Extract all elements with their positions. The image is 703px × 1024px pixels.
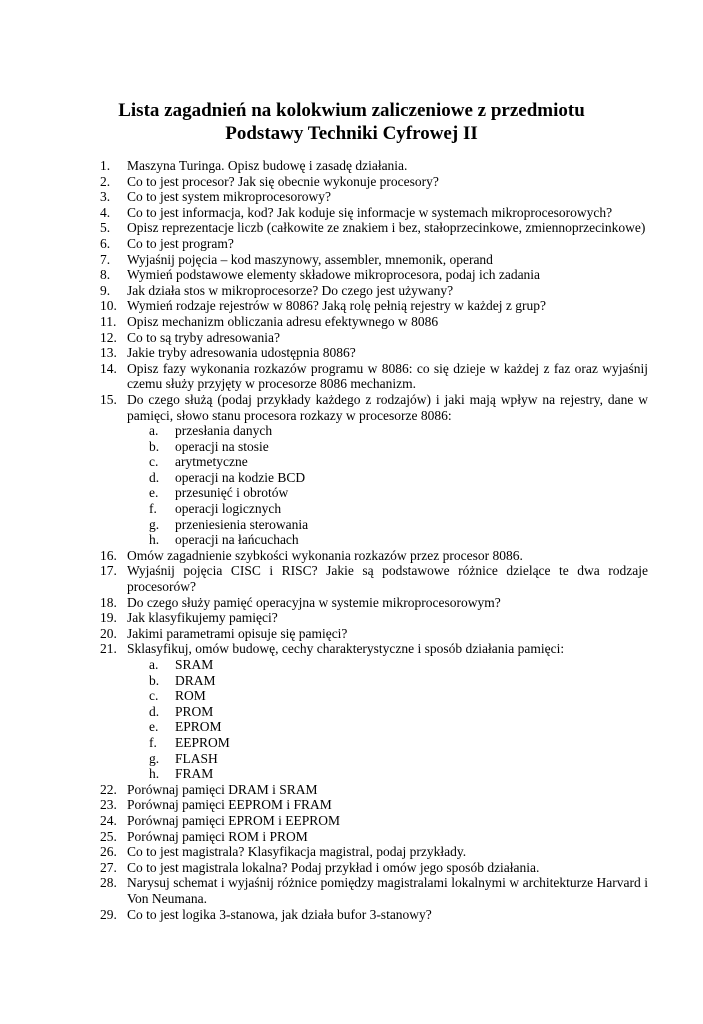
sub-list-item-text: arytmetyczne bbox=[175, 454, 248, 470]
list-item bbox=[100, 361, 648, 392]
list-item bbox=[100, 813, 648, 829]
sub-list-item bbox=[127, 501, 648, 517]
sub-list-item-text: przeniesienia sterowania bbox=[175, 516, 309, 532]
list-item bbox=[100, 174, 648, 190]
list-item-text: Opisz fazy wykonania rozkazów programu w 8086: co się dzieje w każdej z faz oraz wyjaśnij czemu służy przyjęty w procesorze 8086 mechanizm. bbox=[127, 360, 648, 392]
sub-list bbox=[127, 657, 648, 782]
sub-list-item-letter: d. bbox=[149, 469, 160, 485]
sub-list-item-letter: a. bbox=[149, 657, 159, 672]
sub-list-item-letter: g. bbox=[149, 750, 160, 766]
list-item bbox=[100, 220, 648, 236]
list-item bbox=[100, 298, 648, 314]
list-item bbox=[100, 548, 648, 564]
list-item bbox=[100, 392, 648, 548]
sub-list-item-text: PROM bbox=[175, 703, 214, 719]
list-item-text: Maszyna Turinga. Opisz budowę i zasadę działania. bbox=[127, 158, 408, 173]
list-item-number: 27. bbox=[100, 859, 117, 875]
list-item-number: 15. bbox=[100, 391, 117, 407]
list-item-text: Opisz mechanizm obliczania adresu efektywnego w 8086 bbox=[127, 313, 439, 329]
list-item-text: Wyjaśnij pojęcia – kod maszynowy, assembler, mnemonik, operand bbox=[127, 251, 493, 267]
list-item bbox=[100, 626, 648, 642]
list-item bbox=[100, 283, 648, 299]
list-item-number: 5. bbox=[100, 220, 111, 236]
list-item-text: Porównaj pamięci EEPROM i FRAM bbox=[127, 797, 332, 813]
sub-list-item-letter: b. bbox=[149, 438, 160, 454]
list-item-number: 19. bbox=[100, 610, 117, 626]
sub-list-item-text: SRAM bbox=[175, 657, 214, 672]
sub-list-item-letter: f. bbox=[149, 734, 157, 750]
sub-list-item-letter: e. bbox=[149, 485, 159, 501]
list-item-text: Jak działa stos w mikroprocesorze? Do czego jest używany? bbox=[127, 282, 454, 298]
list-item-number: 1. bbox=[100, 158, 111, 173]
sub-list-item-text: DRAM bbox=[175, 672, 216, 688]
sub-list-item-text: ROM bbox=[175, 688, 206, 704]
list-item bbox=[100, 267, 648, 283]
sub-list-item bbox=[127, 454, 648, 470]
list-item bbox=[100, 252, 648, 268]
sub-list-item bbox=[127, 532, 648, 548]
list-item-text: Co to jest logika 3-stanowa, jak działa bufor 3-stanowy? bbox=[127, 906, 432, 922]
list-item-text: Co to jest system mikroprocesorowy? bbox=[127, 189, 331, 205]
list-item bbox=[100, 782, 648, 798]
list-item-text: Jakie tryby adresowania udostępnia 8086? bbox=[127, 345, 356, 361]
list-item-number: 18. bbox=[100, 594, 117, 610]
sub-list-item-letter: g. bbox=[149, 516, 160, 532]
sub-list-item-letter: h. bbox=[149, 532, 160, 548]
sub-list-item-text: operacji na łańcuchach bbox=[175, 532, 299, 548]
list-item bbox=[100, 205, 648, 221]
sub-list-item-text: EEPROM bbox=[175, 734, 230, 750]
list-item bbox=[100, 236, 648, 252]
list-item-text: Sklasyfikuj, omów budowę, cechy charakterystyczne i sposób działania pamięci: bbox=[127, 641, 565, 657]
list-item-number: 23. bbox=[100, 797, 117, 813]
list-item bbox=[100, 330, 648, 346]
list-item bbox=[100, 610, 648, 626]
list-item-text: Co to jest program? bbox=[127, 235, 234, 251]
list-item-number: 20. bbox=[100, 625, 117, 641]
list-item bbox=[100, 829, 648, 845]
list-item bbox=[100, 907, 648, 923]
list-item-text: Do czego służą (podaj przykłady każdego z rodzajów) i jaki mają wpływ na rejestry, dane w pamięci, słowo stanu procesora rozkazy w procesorze 8086: bbox=[127, 391, 648, 423]
list-item bbox=[100, 189, 648, 205]
list-item-text: Wymień podstawowe elementy składowe mikroprocesora, podaj ich zadania bbox=[127, 267, 541, 283]
list-item-number: 28. bbox=[100, 875, 117, 891]
sub-list bbox=[127, 423, 648, 548]
list-item-number: 7. bbox=[100, 251, 111, 267]
document-title-line-1: Lista zagadnień na kolokwium zaliczeniowe z przedmiotu bbox=[118, 100, 585, 121]
list-item bbox=[100, 860, 648, 876]
sub-list-item-letter: e. bbox=[149, 719, 159, 735]
list-item-number: 24. bbox=[100, 812, 117, 828]
list-item bbox=[100, 875, 648, 906]
list-item-text: Narysuj schemat i wyjaśnij różnice pomiędzy magistralami lokalnymi w architekturze Harvard i Von Neumana. bbox=[127, 875, 648, 906]
sub-list-item-letter: f. bbox=[149, 501, 157, 517]
sub-list-item bbox=[127, 470, 648, 486]
list-item-number: 26. bbox=[100, 844, 117, 860]
list-item-number: 2. bbox=[100, 173, 111, 189]
document-title-line-2: Podstawy Techniki Cyfrowej II bbox=[225, 123, 478, 144]
sub-list-item bbox=[127, 673, 648, 689]
sub-list-item-text: operacji na stosie bbox=[175, 438, 269, 454]
list-item-number: 16. bbox=[100, 547, 117, 563]
list-item-number: 9. bbox=[100, 282, 111, 298]
sub-list-item-text: EPROM bbox=[175, 719, 222, 735]
list-item-text: Porównaj pamięci EPROM i EEPROM bbox=[127, 812, 340, 828]
list-item bbox=[100, 158, 648, 174]
sub-list-item bbox=[127, 423, 648, 439]
list-item-text: Co to są tryby adresowania? bbox=[127, 329, 280, 345]
sub-list-item-letter: c. bbox=[149, 688, 159, 704]
sub-list-item-text: FLASH bbox=[175, 750, 218, 766]
list-item-number: 13. bbox=[100, 345, 117, 361]
list-item-text: Wyjaśnij pojęcia CISC i RISC? Jakie są podstawowe różnice dzielące te dwa rodzaje procesorów? bbox=[127, 563, 648, 595]
list-item-text: Co to jest informacja, kod? Jak koduje się informacje w systemach mikroprocesorowych? bbox=[127, 204, 613, 220]
list-item-text: Porównaj pamięci ROM i PROM bbox=[127, 828, 308, 844]
sub-list-item bbox=[127, 657, 648, 673]
sub-list-item bbox=[127, 517, 648, 533]
list-item-text: Wymień rodzaje rejestrów w 8086? Jaką rolę pełnią rejestry w każdej z grup? bbox=[127, 298, 547, 314]
list-item-text: Omów zagadnienie szybkości wykonania rozkazów przez procesor 8086. bbox=[127, 547, 523, 563]
sub-list-item-letter: c. bbox=[149, 454, 159, 470]
sub-list-item bbox=[127, 719, 648, 735]
sub-list-item-text: operacji logicznych bbox=[175, 501, 282, 517]
list-item-number: 22. bbox=[100, 781, 117, 797]
list-item-text: Do czego służy pamięć operacyjna w systemie mikroprocesorowym? bbox=[127, 594, 501, 610]
sub-list-item-letter: d. bbox=[149, 703, 160, 719]
list-item bbox=[100, 797, 648, 813]
list-item-number: 6. bbox=[100, 235, 111, 251]
sub-list-item bbox=[127, 735, 648, 751]
list-item bbox=[100, 563, 648, 594]
list-item bbox=[100, 595, 648, 611]
list-item-number: 10. bbox=[100, 298, 117, 314]
list-item-number: 17. bbox=[100, 563, 117, 579]
list-item-number: 14. bbox=[100, 360, 117, 376]
sub-list-item-text: przesłania danych bbox=[175, 423, 273, 439]
list-item-number: 4. bbox=[100, 204, 111, 220]
sub-list-item-letter: b. bbox=[149, 672, 160, 688]
sub-list-item bbox=[127, 751, 648, 767]
list-item-text: Opisz reprezentacje liczb (całkowite ze znakiem i bez, stałoprzecinkowe, zmiennoprzecinkowe) bbox=[127, 220, 646, 236]
sub-list-item-text: przesunięć i obrotów bbox=[175, 485, 289, 501]
sub-list-item bbox=[127, 485, 648, 501]
list-item-number: 12. bbox=[100, 329, 117, 345]
list-item bbox=[100, 641, 648, 781]
list-item-text: Jak klasyfikujemy pamięci? bbox=[127, 610, 278, 626]
list-item bbox=[100, 314, 648, 330]
list-item-text: Co to jest magistrala? Klasyfikacja magistral, podaj przykłady. bbox=[127, 844, 467, 860]
sub-list-item-letter: h. bbox=[149, 766, 160, 782]
sub-list-item bbox=[127, 766, 648, 782]
sub-list-item bbox=[127, 439, 648, 455]
sub-list-item bbox=[127, 704, 648, 720]
list-item-text: Porównaj pamięci DRAM i SRAM bbox=[127, 781, 318, 797]
sub-list-item-text: operacji na kodzie BCD bbox=[175, 469, 306, 485]
list-item-number: 11. bbox=[100, 313, 117, 329]
sub-list-item bbox=[127, 688, 648, 704]
sub-list-item-text: FRAM bbox=[175, 766, 214, 782]
list-item-text: Co to jest magistrala lokalna? Podaj przykład i omów jego sposób działania. bbox=[127, 859, 540, 875]
list-item bbox=[100, 844, 648, 860]
list-item-text: Co to jest procesor? Jak się obecnie wykonuje procesory? bbox=[127, 173, 439, 189]
sub-list-item-letter: a. bbox=[149, 423, 159, 439]
list-item-text: Jakimi parametrami opisuje się pamięci? bbox=[127, 625, 348, 641]
list-item-number: 21. bbox=[100, 641, 117, 657]
list-item-number: 29. bbox=[100, 906, 117, 922]
topic-list bbox=[100, 158, 648, 922]
list-item-number: 3. bbox=[100, 189, 111, 205]
list-item bbox=[100, 345, 648, 361]
list-item-number: 8. bbox=[100, 267, 111, 283]
list-item-number: 25. bbox=[100, 828, 117, 844]
